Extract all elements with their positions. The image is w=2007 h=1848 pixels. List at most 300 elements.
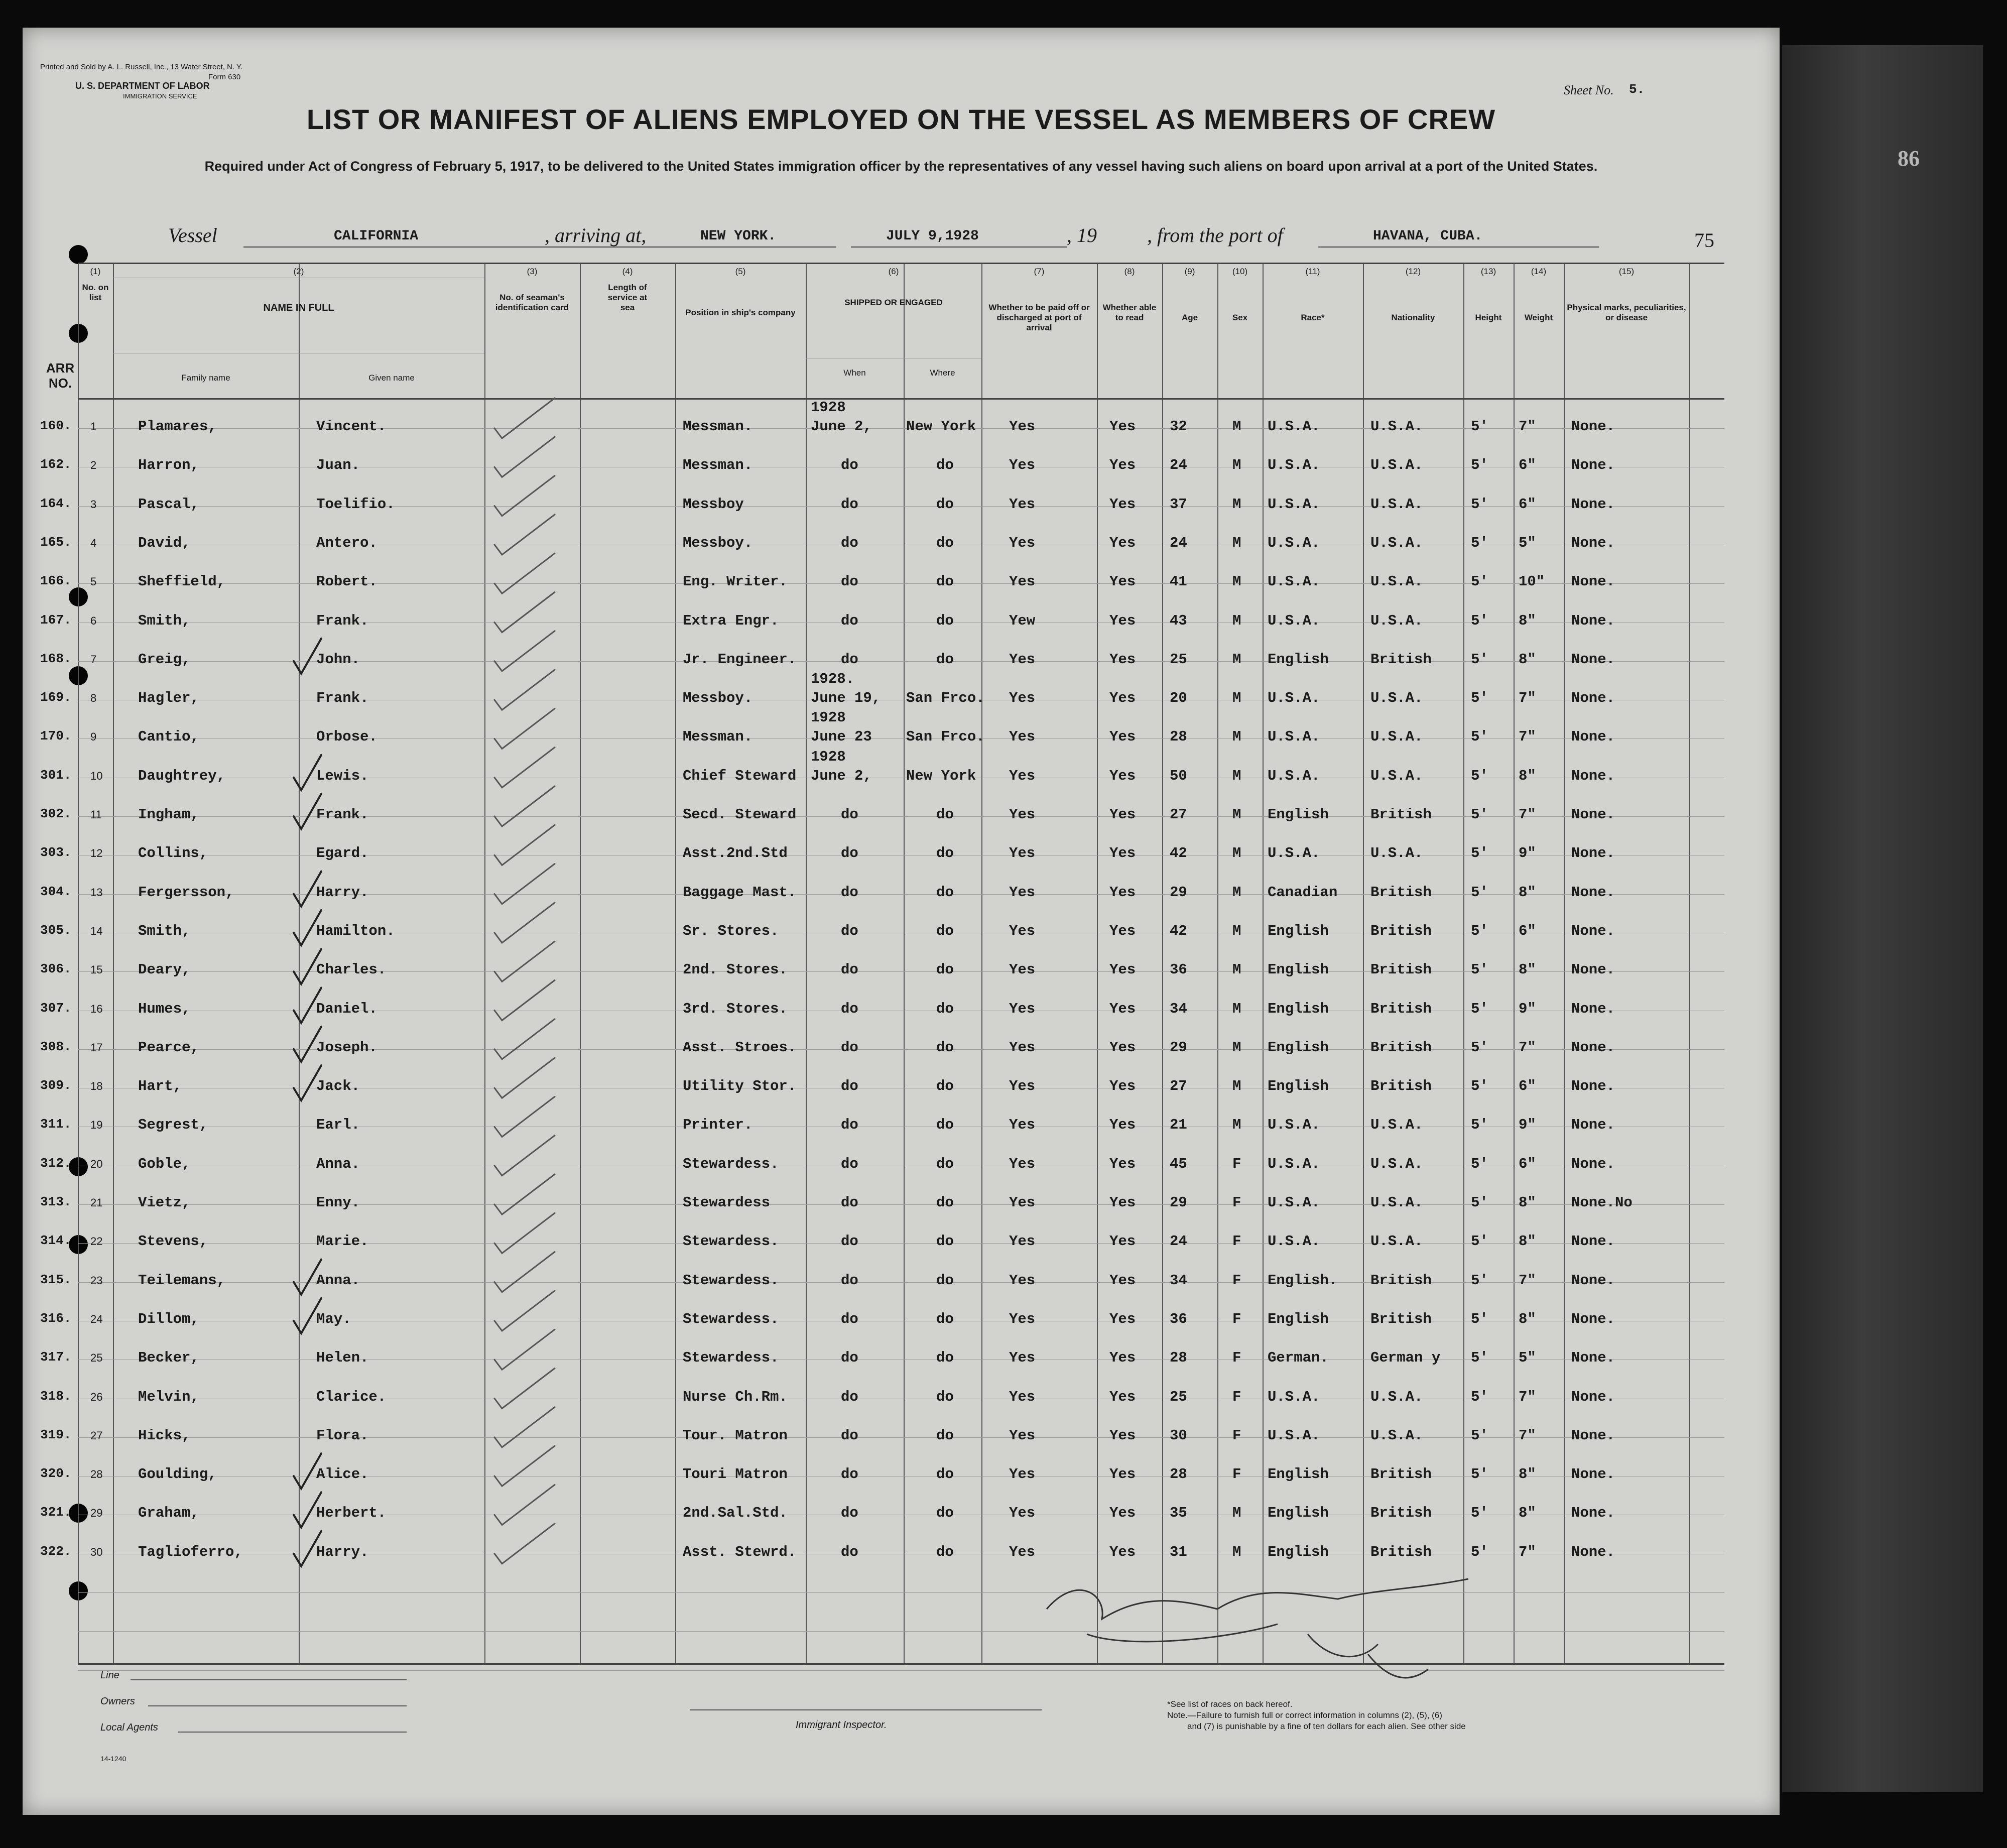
weight-cell: 7" (1519, 1272, 1536, 1289)
paid-off-cell: Yes (1009, 690, 1036, 707)
family-name-cell: Goulding, (138, 1466, 217, 1483)
able-to-read-cell: Yes (1109, 1272, 1136, 1289)
check-mark (494, 1446, 555, 1486)
sex-cell: M (1232, 612, 1241, 629)
sex-cell: M (1232, 418, 1241, 435)
paid-off-cell: Yes (1009, 806, 1036, 823)
weight-cell: 5" (1519, 534, 1536, 551)
sex-cell: M (1232, 690, 1241, 707)
col6-number: (6) (888, 267, 899, 276)
sex-cell: M (1232, 1039, 1241, 1056)
manifest-page (23, 28, 1780, 1815)
shipped-when-cell: do (841, 457, 858, 474)
list-number-cell: 1 (90, 420, 97, 433)
height-cell: 5' (1471, 1505, 1488, 1522)
able-to-read-cell: Yes (1109, 418, 1136, 435)
col1-header: No. on list (82, 283, 109, 302)
weight-cell: 7" (1519, 728, 1536, 746)
shipped-where-cell: do (936, 1078, 954, 1095)
shipped-where-cell: do (936, 457, 954, 474)
able-to-read-cell: Yes (1109, 1155, 1136, 1172)
dark-side-strip (1782, 45, 1983, 1792)
physical-marks-cell: None. (1571, 845, 1615, 862)
shipped-when-cell: do (841, 1427, 858, 1444)
family-name-cell: Dillom, (138, 1310, 199, 1327)
height-cell: 5' (1471, 1272, 1488, 1289)
nationality-cell: British (1370, 1466, 1432, 1483)
shipped-when-cell: do (841, 496, 858, 513)
physical-marks-cell: None. (1571, 496, 1615, 513)
able-to-read-cell: Yes (1109, 457, 1136, 474)
check-mark (294, 872, 321, 907)
nationality-cell: U.S.A. (1370, 1388, 1423, 1405)
list-number-cell: 13 (90, 886, 103, 899)
check-mark (294, 910, 321, 945)
given-name-cell: Egard. (316, 845, 369, 862)
arrival-number-cell: 305. (40, 922, 72, 938)
nationality-cell: British (1370, 1543, 1432, 1560)
shipped-where-cell: do (936, 922, 954, 939)
age-cell: 45 (1170, 1155, 1187, 1172)
age-cell: 30 (1170, 1427, 1187, 1444)
list-number-cell: 22 (90, 1235, 103, 1248)
weight-cell: 9" (1519, 1117, 1536, 1134)
check-mark (494, 941, 555, 981)
able-to-read-cell: Yes (1109, 1194, 1136, 1211)
list-number-cell: 14 (90, 924, 103, 937)
paid-off-cell: Yes (1009, 767, 1036, 784)
check-mark (294, 1453, 321, 1489)
where-header: Where (930, 368, 955, 378)
position-cell: Stewardess. (683, 1349, 779, 1367)
race-cell: U.S.A. (1268, 534, 1320, 551)
family-name-cell: Sheffield, (138, 573, 226, 590)
given-name-cell: Robert. (316, 573, 378, 590)
arrival-number-cell: 318. (40, 1388, 72, 1404)
arrival-port: NEW YORK. (700, 228, 777, 244)
able-to-read-cell: Yes (1109, 922, 1136, 939)
check-mark (494, 1058, 555, 1098)
family-name-cell: Smith, (138, 922, 191, 939)
height-cell: 5' (1471, 1543, 1488, 1560)
footnote-penalty-2: and (7) is punishable by a fine of ten dollars for each alien. See other side (1187, 1721, 1466, 1731)
height-cell: 5' (1471, 884, 1488, 901)
sex-cell: F (1232, 1388, 1241, 1405)
list-number-cell: 28 (90, 1468, 103, 1481)
check-mark (494, 553, 555, 593)
age-cell: 35 (1170, 1505, 1187, 1522)
given-name-cell: Juan. (316, 457, 360, 474)
family-name-cell: Smith, (138, 612, 191, 629)
col5-number: (5) (735, 267, 746, 276)
arrival-number-cell: 304. (40, 884, 72, 899)
position-cell: Messman. (683, 457, 753, 474)
physical-marks-cell: None. (1571, 1039, 1615, 1056)
shipped-when-cell: do (841, 806, 858, 823)
nationality-cell: U.S.A. (1370, 496, 1423, 513)
nationality-cell: British (1370, 1000, 1432, 1017)
family-name-cell: Segrest, (138, 1117, 208, 1134)
nationality-cell: U.S.A. (1370, 1155, 1423, 1172)
margin-number: 86 (1898, 146, 1920, 171)
check-mark (494, 1329, 555, 1370)
weight-cell: 9" (1519, 1000, 1536, 1017)
paid-off-cell: Yes (1009, 1272, 1036, 1289)
physical-marks-cell: None. (1571, 1310, 1615, 1327)
position-cell: 2nd. Stores. (683, 961, 788, 978)
physical-marks-cell: None. (1571, 612, 1615, 629)
inspector-label: Immigrant Inspector. (796, 1719, 887, 1731)
position-cell: Messman. (683, 418, 753, 435)
check-mark (494, 1485, 555, 1525)
able-to-read-cell: Yes (1109, 1349, 1136, 1367)
check-mark (494, 631, 555, 671)
check-mark (494, 1252, 555, 1292)
nationality-cell: British (1370, 1505, 1432, 1522)
shipped-when-cell: do (841, 1155, 858, 1172)
arrival-number-cell: 308. (40, 1039, 72, 1054)
able-to-read-cell: Yes (1109, 534, 1136, 551)
physical-marks-cell: None. (1571, 1349, 1615, 1367)
list-number-cell: 23 (90, 1274, 103, 1287)
arrival-number-cell: 307. (40, 1000, 72, 1016)
given-name-cell: Alice. (316, 1466, 369, 1483)
shipped-when-cell: June 2, (811, 767, 872, 784)
position-cell: Asst. Stewrd. (683, 1543, 797, 1560)
shipped-where-cell: do (936, 1349, 954, 1367)
physical-marks-cell: None. (1571, 1272, 1615, 1289)
paid-off-cell: Yes (1009, 1543, 1036, 1560)
given-name-cell: Lewis. (316, 767, 369, 784)
race-cell: English (1268, 1466, 1329, 1483)
col15-number: (15) (1618, 267, 1635, 276)
race-cell: English (1268, 1505, 1329, 1522)
paid-off-cell: Yes (1009, 884, 1036, 901)
nationality-cell: German y (1370, 1349, 1441, 1367)
weight-cell: 6" (1519, 457, 1536, 474)
weight-cell: 6" (1519, 1078, 1536, 1095)
shipped-where-cell: do (936, 1543, 954, 1560)
family-name-cell: Daughtrey, (138, 767, 226, 784)
service: IMMIGRATION SERVICE (123, 92, 197, 100)
shipped-where-cell: do (936, 651, 954, 668)
check-mark (494, 1291, 555, 1331)
nationality-cell: British (1370, 806, 1432, 823)
shipped-where-cell: do (936, 1155, 954, 1172)
height-cell: 5' (1471, 806, 1488, 823)
weight-cell: 8" (1519, 961, 1536, 978)
race-cell: U.S.A. (1268, 845, 1320, 862)
shipped-where-cell: do (936, 1117, 954, 1134)
sex-cell: F (1232, 1272, 1241, 1289)
sex-cell: M (1232, 1505, 1241, 1522)
given-name-cell: Antero. (316, 534, 378, 551)
shipped-where-cell: do (936, 1427, 954, 1444)
weight-cell: 6" (1519, 922, 1536, 939)
physical-marks-cell: None. (1571, 806, 1615, 823)
position-cell: Asst.2nd.Std (683, 845, 788, 862)
paid-off-cell: Yes (1009, 1388, 1036, 1405)
nationality-cell: U.S.A. (1370, 1117, 1423, 1134)
col13-header: Height (1475, 313, 1502, 322)
sex-cell: F (1232, 1233, 1241, 1250)
sex-cell: F (1232, 1466, 1241, 1483)
height-cell: 5' (1471, 651, 1488, 668)
family-name-cell: Collins, (138, 845, 208, 862)
paid-off-cell: Yes (1009, 1117, 1036, 1134)
height-cell: 5' (1471, 961, 1488, 978)
physical-marks-cell: None. (1571, 922, 1615, 939)
sex-cell: F (1232, 1155, 1241, 1172)
age-cell: 21 (1170, 1117, 1187, 1134)
able-to-read-cell: Yes (1109, 496, 1136, 513)
check-mark (494, 1019, 555, 1059)
position-cell: Asst. Stroes. (683, 1039, 797, 1056)
nationality-cell: U.S.A. (1370, 728, 1423, 746)
shipped-when-cell: do (841, 1543, 858, 1560)
height-cell: 5' (1471, 573, 1488, 590)
height-cell: 5' (1471, 612, 1488, 629)
weight-cell: 8" (1519, 1466, 1536, 1483)
physical-marks-cell: None. (1571, 1155, 1615, 1172)
race-cell: Canadian (1268, 884, 1338, 901)
sex-cell: M (1232, 806, 1241, 823)
check-mark (294, 639, 321, 674)
arrival-number-cell: 317. (40, 1349, 72, 1365)
physical-marks-cell: None.No (1571, 1194, 1633, 1211)
col15-header: Physical marks, peculiarities, or disease (1567, 303, 1686, 322)
able-to-read-cell: Yes (1109, 728, 1136, 746)
list-number-cell: 6 (90, 614, 97, 627)
family-name-cell: Pascal, (138, 496, 199, 513)
sex-cell: M (1232, 884, 1241, 901)
paid-off-cell: Yes (1009, 1194, 1036, 1211)
weight-cell: 8" (1519, 1233, 1536, 1250)
position-cell: Touri Matron (683, 1466, 788, 1483)
col13-number: (13) (1480, 267, 1496, 276)
check-mark (294, 949, 321, 984)
age-cell: 29 (1170, 1194, 1187, 1211)
family-name-cell: Becker, (138, 1349, 199, 1367)
vessel-name: CALIFORNIA (334, 228, 419, 244)
arrival-number-cell: 165. (40, 534, 72, 550)
position-cell: Stewardess (683, 1194, 771, 1211)
able-to-read-cell: Yes (1109, 1000, 1136, 1017)
shipped-when-cell: June 19, (811, 690, 881, 707)
position-cell: Messman. (683, 728, 753, 746)
list-number-cell: 27 (90, 1429, 103, 1442)
able-to-read-cell: Yes (1109, 1310, 1136, 1327)
race-cell: English (1268, 1078, 1329, 1095)
check-mark (494, 708, 555, 749)
able-to-read-cell: Yes (1109, 1466, 1136, 1483)
col2-number: (2) (293, 267, 304, 276)
shipped-when-cell: do (841, 1505, 858, 1522)
sex-cell: M (1232, 1000, 1241, 1017)
col14-header: Weight (1524, 313, 1553, 322)
col6-header: SHIPPED OR ENGAGED (844, 298, 943, 307)
shipped-where-cell: do (936, 806, 954, 823)
sex-cell: M (1232, 1117, 1241, 1134)
height-cell: 5' (1471, 418, 1488, 435)
able-to-read-cell: Yes (1109, 1388, 1136, 1405)
nationality-cell: British (1370, 961, 1432, 978)
check-mark (494, 515, 555, 555)
given-name-cell: Flora. (316, 1427, 369, 1444)
list-number-cell: 30 (90, 1545, 103, 1558)
race-cell: U.S.A. (1268, 1194, 1320, 1211)
weight-cell: 6" (1519, 496, 1536, 513)
arrival-number-cell: 164. (40, 496, 72, 511)
height-cell: 5' (1471, 1427, 1488, 1444)
shipped-where-cell: San Frco. (906, 728, 985, 746)
race-cell: U.S.A. (1268, 690, 1320, 707)
position-cell: Printer. (683, 1117, 753, 1134)
paid-off-cell: Yes (1009, 1310, 1036, 1327)
nationality-cell: U.S.A. (1370, 1194, 1423, 1211)
family-name-cell: Plamares, (138, 418, 217, 435)
vessel-label: Vessel (168, 224, 217, 247)
sex-cell: M (1232, 534, 1241, 551)
family-name-cell: Deary, (138, 961, 191, 978)
height-cell: 5' (1471, 845, 1488, 862)
list-number-cell: 12 (90, 847, 103, 860)
check-mark (494, 1407, 555, 1447)
position-cell: 3rd. Stores. (683, 1000, 788, 1017)
check-mark (494, 398, 555, 438)
height-cell: 5' (1471, 534, 1488, 551)
list-number-cell: 21 (90, 1196, 103, 1209)
age-cell: 24 (1170, 1233, 1187, 1250)
race-cell: U.S.A. (1268, 418, 1320, 435)
page-subtitle: Required under Act of Congress of February 5, 1917, to be delivered to the United States immigration officer by the representatives of any vessel having such aliens on board upon arrival at a port of the United States. (204, 159, 1598, 174)
age-cell: 31 (1170, 1543, 1187, 1560)
height-cell: 5' (1471, 767, 1488, 784)
race-cell: U.S.A. (1268, 612, 1320, 629)
check-mark (494, 670, 555, 710)
able-to-read-cell: Yes (1109, 1078, 1136, 1095)
footer-line-label: Line (100, 1670, 119, 1681)
check-mark (494, 1369, 555, 1409)
form-number: Form 630 (208, 73, 241, 81)
family-name-cell: Melvin, (138, 1388, 199, 1405)
family-name-cell: Ingham, (138, 806, 199, 823)
arrival-number-cell: 167. (40, 612, 72, 628)
shipped-where-cell: do (936, 612, 954, 629)
race-cell: U.S.A. (1268, 573, 1320, 590)
check-mark (494, 1213, 555, 1253)
position-cell: Baggage Mast. (683, 884, 797, 901)
height-cell: 5' (1471, 690, 1488, 707)
arrival-number-cell: 166. (40, 573, 72, 589)
arriving-label: , arriving at, (545, 224, 647, 247)
nationality-cell: British (1370, 1310, 1432, 1327)
able-to-read-cell: Yes (1109, 1039, 1136, 1056)
position-cell: Eng. Writer. (683, 573, 788, 590)
physical-marks-cell: None. (1571, 1388, 1615, 1405)
given-name-cell: Frank. (316, 690, 369, 707)
age-cell: 50 (1170, 767, 1187, 784)
family-name-cell: Fergersson, (138, 884, 234, 901)
sex-cell: M (1232, 1543, 1241, 1560)
when-header: When (843, 368, 866, 378)
col2-header: NAME IN FULL (263, 302, 334, 313)
footnote-penalty-1: Note.—Failure to furnish full or correct information in columns (2), (5), (6) (1167, 1710, 1442, 1720)
shipped-when-cell: do (841, 1078, 858, 1095)
family-name-cell: Vietz, (138, 1194, 191, 1211)
weight-cell: 5" (1519, 1349, 1536, 1367)
able-to-read-cell: Yes (1109, 961, 1136, 978)
able-to-read-cell: Yes (1109, 1427, 1136, 1444)
nationality-cell: British (1370, 1078, 1432, 1095)
weight-cell: 8" (1519, 1194, 1536, 1211)
position-cell: Nurse Ch.Rm. (683, 1388, 788, 1405)
position-cell: Stewardess. (683, 1310, 779, 1327)
given-name-cell: Anna. (316, 1272, 360, 1289)
physical-marks-cell: None. (1571, 961, 1615, 978)
list-number-cell: 11 (90, 808, 102, 821)
given-name-cell: Earl. (316, 1117, 360, 1134)
shipped-where-cell: do (936, 845, 954, 862)
position-cell: Messboy (683, 496, 744, 513)
sex-cell: M (1232, 845, 1241, 862)
check-mark (494, 748, 555, 788)
physical-marks-cell: None. (1571, 1233, 1615, 1250)
arrival-number-cell: 313. (40, 1194, 72, 1209)
check-mark (494, 1096, 555, 1137)
arrival-number-cell: 162. (40, 457, 72, 472)
weight-cell: 10" (1519, 573, 1545, 590)
race-cell: English (1268, 1039, 1329, 1056)
family-name-cell: Hicks, (138, 1427, 191, 1444)
height-cell: 5' (1471, 1466, 1488, 1483)
given-name-cell: Enny. (316, 1194, 360, 1211)
age-cell: 25 (1170, 1388, 1187, 1405)
given-name-cell: Vincent. (316, 418, 387, 435)
age-cell: 36 (1170, 1310, 1187, 1327)
check-mark (294, 1492, 321, 1527)
family-name-cell: Pearce, (138, 1039, 199, 1056)
col7-header: Whether to be paid off or discharged at port of arrival (988, 303, 1090, 332)
paid-off-cell: Yes (1009, 1000, 1036, 1017)
shipped-year-cell: 1928 (811, 399, 846, 416)
given-name-cell: Harry. (316, 1543, 369, 1560)
physical-marks-cell: None. (1571, 1466, 1615, 1483)
arrival-number-cell: 314. (40, 1233, 72, 1249)
shipped-where-cell: do (936, 496, 954, 513)
col3-header: No. of seaman's identification card (495, 293, 569, 312)
list-number-cell: 18 (90, 1080, 103, 1093)
check-mark (494, 1524, 555, 1564)
shipped-when-cell: do (841, 1194, 858, 1211)
race-cell: U.S.A. (1268, 496, 1320, 513)
given-name-cell: Helen. (316, 1349, 369, 1367)
paid-off-cell: Yes (1009, 1505, 1036, 1522)
col10-header: Sex (1232, 313, 1248, 322)
weight-cell: 7" (1519, 1427, 1536, 1444)
given-name-cell: Harry. (316, 884, 369, 901)
list-number-cell: 16 (90, 1002, 103, 1015)
list-number-cell: 17 (90, 1041, 103, 1054)
position-cell: Messboy. (683, 534, 753, 551)
given-name-cell: May. (316, 1310, 351, 1327)
sex-cell: F (1232, 1427, 1241, 1444)
check-mark (294, 1260, 321, 1295)
race-cell: U.S.A. (1268, 1233, 1320, 1250)
shipped-where-cell: do (936, 1039, 954, 1056)
sheet-label: Sheet No. (1564, 83, 1614, 97)
physical-marks-cell: None. (1571, 884, 1615, 901)
